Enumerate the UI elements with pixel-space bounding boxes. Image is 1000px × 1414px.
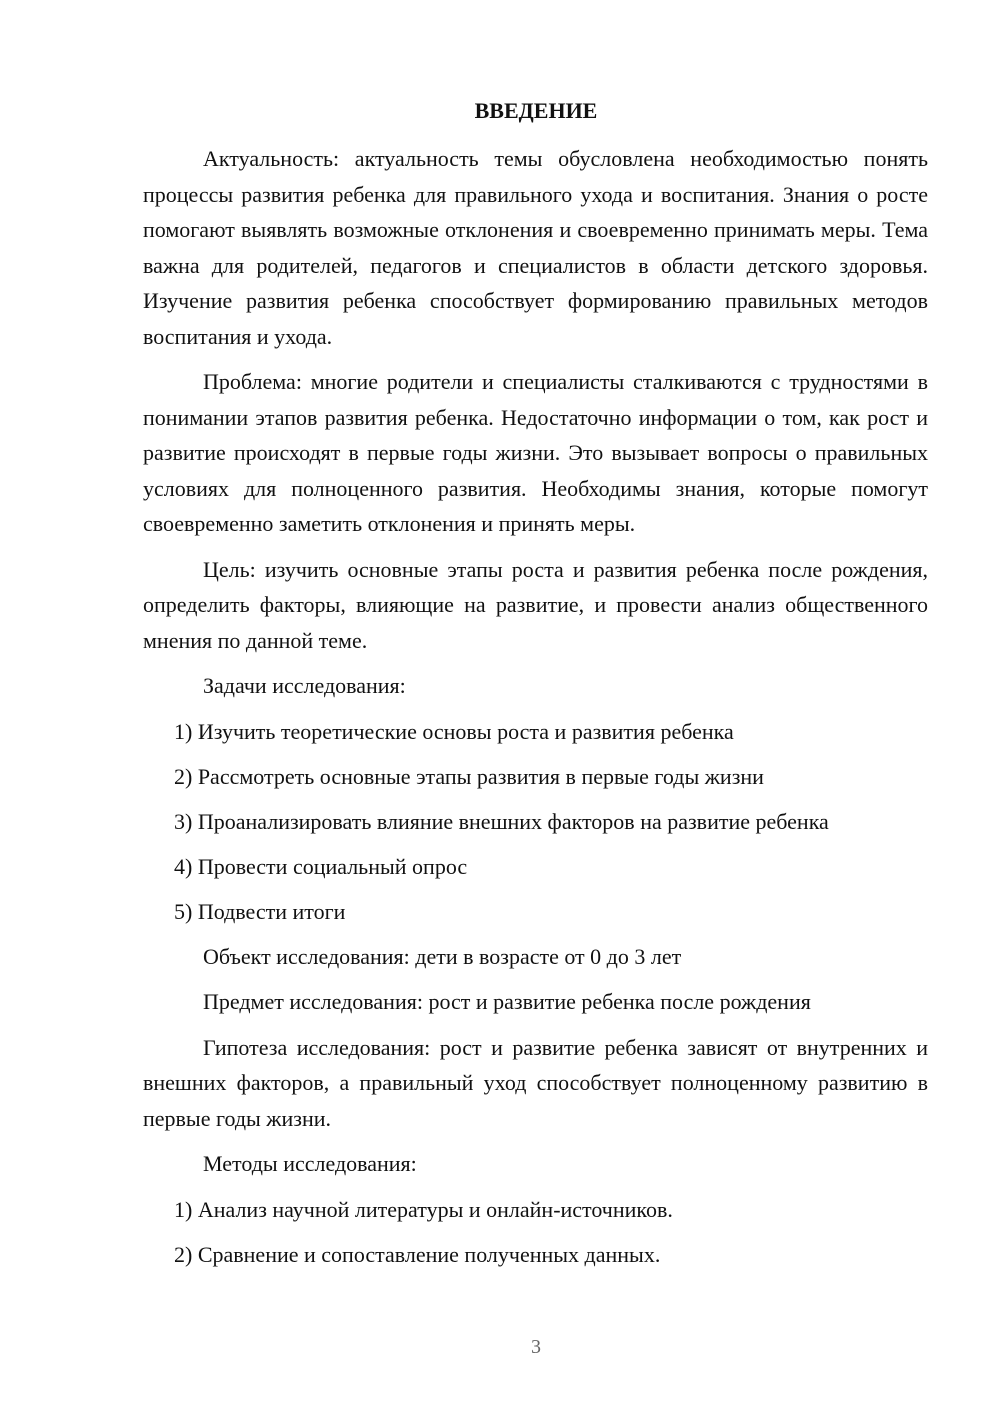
method-item: 1) Анализ научной литературы и онлайн-источников. [174, 1196, 673, 1222]
subject-paragraph: Предмет исследования: рост и развитие ребенка после рождения [203, 989, 811, 1014]
problem-paragraph: Проблема: многие родители и специалисты сталкиваются с трудностями в понимании этапов развития ребенка. Недостаточно информации о том, как рост и развитие происходят в первые годы жизни. Это вызывает вопросы о правильных условиях для полноценного развития. Необходимы знания, которые помогут своевременно заметить отклонения и принять меры. [143, 369, 928, 536]
task-item: 2) Рассмотреть основные этапы развития в первые годы жизни [174, 763, 764, 789]
methods-list [143, 1192, 928, 1273]
hypothesis-paragraph: Гипотеза исследования: рост и развитие ребенка зависят от внутренних и внешних факторов, а правильный уход способствует полноценному развитию в первые годы жизни. [143, 1034, 928, 1131]
tasks-heading: Задачи исследования: [203, 673, 406, 698]
task-item: 5) Подвести итоги [174, 898, 346, 924]
page-title: ВВЕДЕНИЕ [474, 98, 598, 123]
task-item: 1) Изучить теоретические основы роста и развития ребенка [174, 718, 734, 744]
page-body [143, 141, 928, 1282]
methods-heading: Методы исследования: [203, 1151, 417, 1176]
task-item: 3) Проанализировать влияние внешних факторов на развитие ребенка [174, 808, 829, 834]
page-number: 3 [531, 1336, 541, 1358]
task-item: 4) Провести социальный опрос [174, 853, 468, 879]
relevance-paragraph: Актуальность: актуальность темы обусловлена необходимостью понять процессы развития ребенка для правильного ухода и воспитания. Знания о росте помогают выявлять возможные отклонения и своевременно принимать меры. Тема важна для родителей, педагогов и специалистов в области детского здоровья. Изучение развития ребенка способствует формированию правильных методов воспитания и ухода. [143, 146, 928, 349]
goal-paragraph: Цель: изучить основные этапы роста и развития ребенка после рождения, определить факторы, влияющие на развитие, и провести анализ общественного мнения по данной теме. [143, 556, 928, 653]
method-item: 2) Сравнение и сопоставление полученных данных. [174, 1241, 661, 1267]
object-paragraph: Объект исследования: дети в возрасте от 0 до 3 лет [203, 943, 682, 969]
tasks-list [143, 714, 928, 930]
